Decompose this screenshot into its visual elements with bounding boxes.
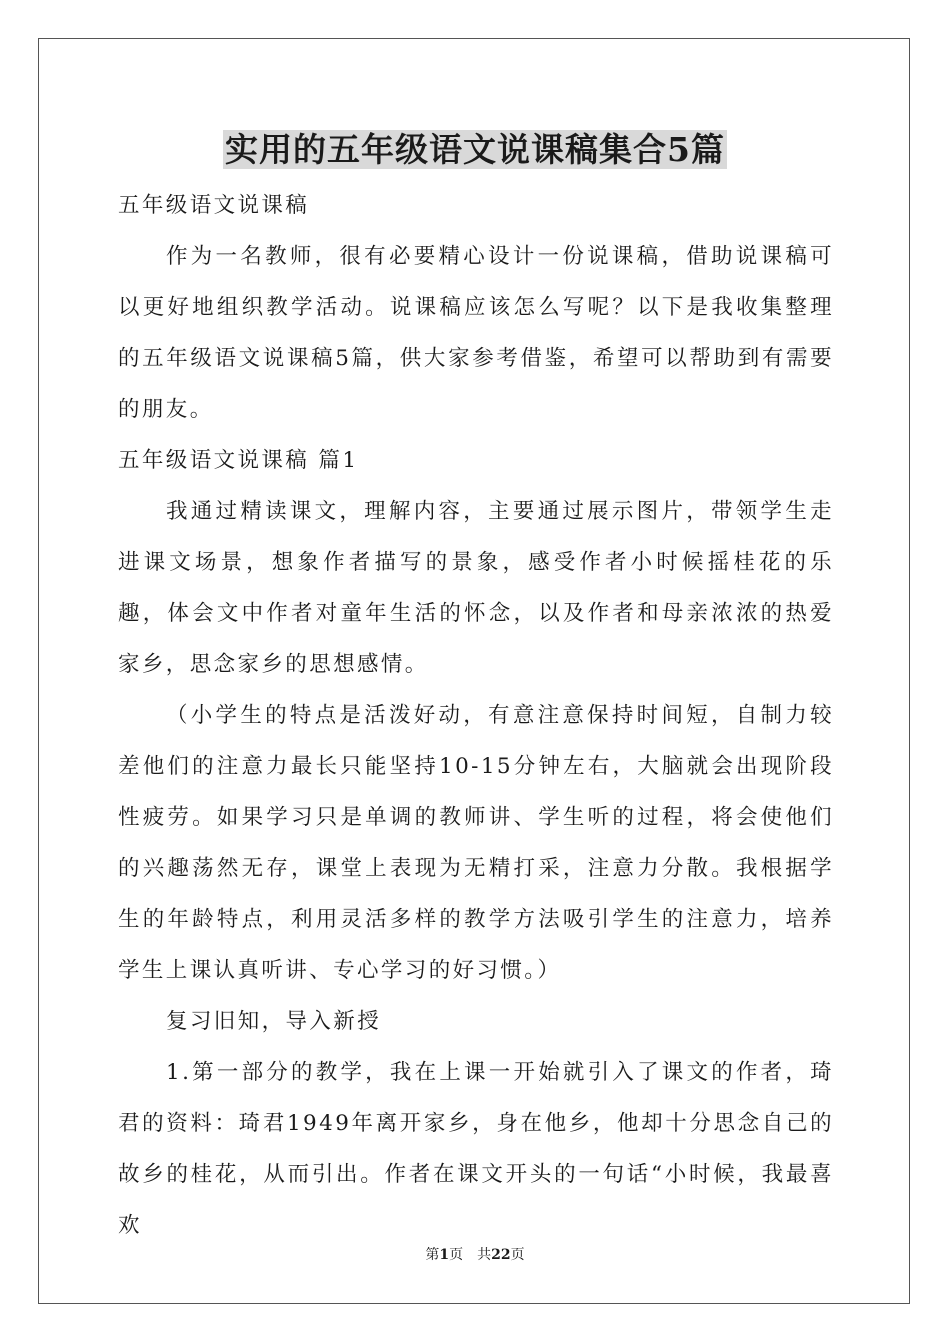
document-title-text: 实用的五年级语文说课稿集合5篇 (225, 130, 725, 169)
intro-paragraph: 作为一名教师，很有必要精心设计一份说课稿，借助说课稿可以更好地组织教学活动。说课稿应该怎么写呢？以下是我收集整理的五年级语文说课稿5篇，供大家参考借鉴，希望可以帮助到有需要的朋友。 (118, 244, 834, 422)
section-heading: 五年级语文说课稿 篇1 (118, 448, 359, 473)
footer-page-prefix: 第 (425, 1247, 440, 1263)
footer-page-suffix: 页 (449, 1247, 464, 1263)
subheading-paragraph: 复习旧知，导入新授 (166, 1009, 382, 1034)
footer-total-suffix: 页 (510, 1247, 525, 1263)
body-paragraph: （小学生的特点是活泼好动，有意注意保持时间短，自制力较差他们的注意力最长只能坚持10-15分钟左右，大脑就会出现阶段性疲劳。如果学习只是单调的教师讲、学生听的过程，将会使他们的兴趣荡然无存，课堂上表现为无精打采，注意力分散。我根据学生的年龄特点，利用灵活多样的教学方法吸引学生的注意力，培养学生上课认真听讲、专心学习的好习惯。） (118, 703, 834, 983)
section-heading: 五年级语文说课稿 (118, 193, 310, 218)
body-paragraph: 我通过精读课文，理解内容，主要通过展示图片，带领学生走进课文场景，想象作者描写的景象，感受作者小时候摇桂花的乐趣，体会文中作者对童年生活的怀念，以及作者和母亲浓浓的热爱家乡，思念家乡的思想感情。 (118, 499, 834, 677)
footer-page-number: 1 (439, 1247, 450, 1263)
page-footer (0, 1245, 950, 1265)
footer-total-prefix: 共 (477, 1247, 492, 1263)
document-body (118, 180, 834, 1251)
footer-total-number: 22 (491, 1247, 511, 1263)
body-paragraph: 1.第一部分的教学，我在上课一开始就引入了课文的作者，琦君的资料：琦君1949年离开家乡，身在他乡，他却十分思念自己的故乡的桂花，从而引出。作者在课文开头的一句话“小时候，我最喜欢 (118, 1060, 834, 1238)
document-title (0, 128, 950, 172)
